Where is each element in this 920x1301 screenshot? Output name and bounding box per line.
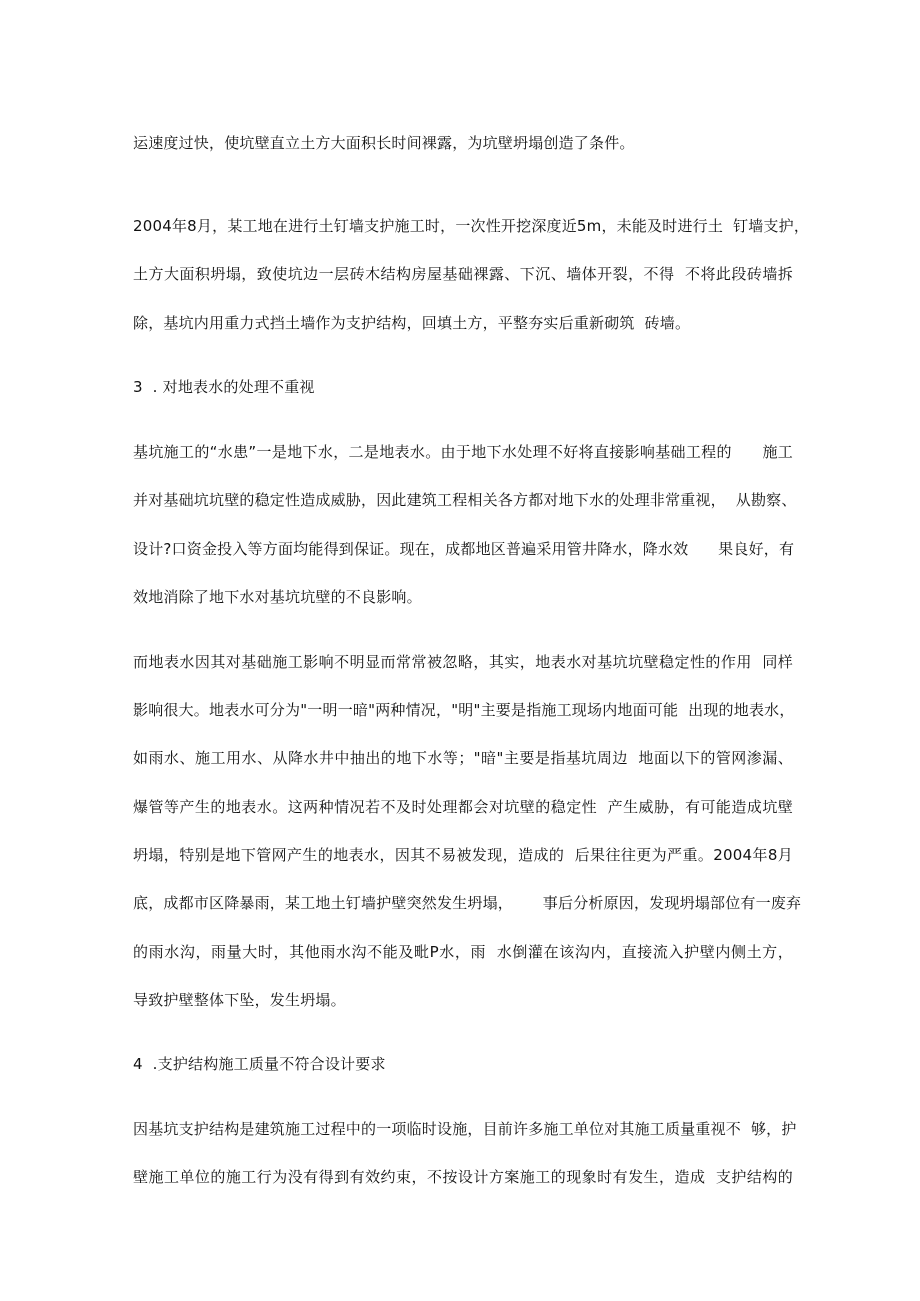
paragraph-line: 坍塌，特别是地下管网产生的地表水，因其不易被发现，造成的 后果往往更为严重。2004年8月 xyxy=(133,846,793,864)
paragraph-line: 土方大面积坍塌，致使坑边一层砖木结构房屋基础裸露、下沉、墙体开裂，不得 不将此段砖墙拆 xyxy=(133,265,793,283)
paragraph-line: 并对基础坑坑壁的稳定性造成威胁，因此建筑工程相关各方都对地下水的处理非常重视， 从勘察、 xyxy=(133,491,797,509)
paragraph-line: 导致护壁整体下坠，发生坍塌。 xyxy=(133,991,346,1009)
paragraph-line: 如雨水、施工用水、从降水井中抽出的地下水等；"暗"主要是指基坑周边 地面以下的管网渗漏、 xyxy=(133,749,793,767)
section-heading: 4 .支护结构施工质量不符合设计要求 xyxy=(133,1055,386,1073)
paragraph-line: 底，成都市区降暴雨，某工地土钉墙护壁突然发生坍塌， 事后分析原因，发现坍塌部位有一废弃 xyxy=(133,894,802,912)
paragraph-line: 而地表水因其对基础施工影响不明显而常常被忽略，其实，地表水对基坑坑壁稳定性的作用 同样 xyxy=(133,653,793,671)
paragraph-line: 爆管等产生的地表水。这两种情况若不及时处理都会对坑壁的稳定性 产生威胁，有可能造成坑壁 xyxy=(133,798,793,816)
paragraph-line: 除，基坑内用重力式挡土墙作为支护结构，回填土方，平整夯实后重新砌筑 砖墙。 xyxy=(133,314,691,332)
paragraph-line: 运速度过快，使坑壁直立土方大面积长时间裸露，为坑壁坍塌创造了条件。 xyxy=(133,134,635,152)
paragraph-line: 效地消除了地下水对基坑坑壁的不良影响。 xyxy=(133,588,422,606)
paragraph-line: 基坑施工的“水患”一是地下水，二是地表水。由于地下水处理不好将直接影响基础工程的 施工 xyxy=(133,443,793,461)
section-heading: 3 . 对地表水的处理不重视 xyxy=(133,378,315,396)
paragraph-line: 因基坑支护结构是建筑施工过程中的一项临时设施，目前许多施工单位对其施工质量重视不 够，护 xyxy=(133,1120,797,1138)
paragraph-line: 壁施工单位的施工行为没有得到有效约束，不按设计方案施工的现象时有发生，造成 支护结构的 xyxy=(133,1168,793,1186)
paragraph-line: 2004年8月，某工地在进行土钉墙支护施工时，一次性开挖深度近5m，未能及时进行土 钉墙支护， xyxy=(133,217,810,235)
paragraph-line: 的雨水沟，雨量大时，其他雨水沟不能及毗P水，雨 水倒灌在该沟内，直接流入护壁内侧土方， xyxy=(133,943,793,961)
paragraph-line: 设计?口资金投入等方面均能得到保证。现在，成都地区普遍采用管井降水，降水效 果良好，有 xyxy=(133,540,795,558)
paragraph-line: 影响很大。地表水可分为"一明一暗"两种情况，"明"主要是指施工现场内地面可能 出现的地表水， xyxy=(133,701,795,719)
